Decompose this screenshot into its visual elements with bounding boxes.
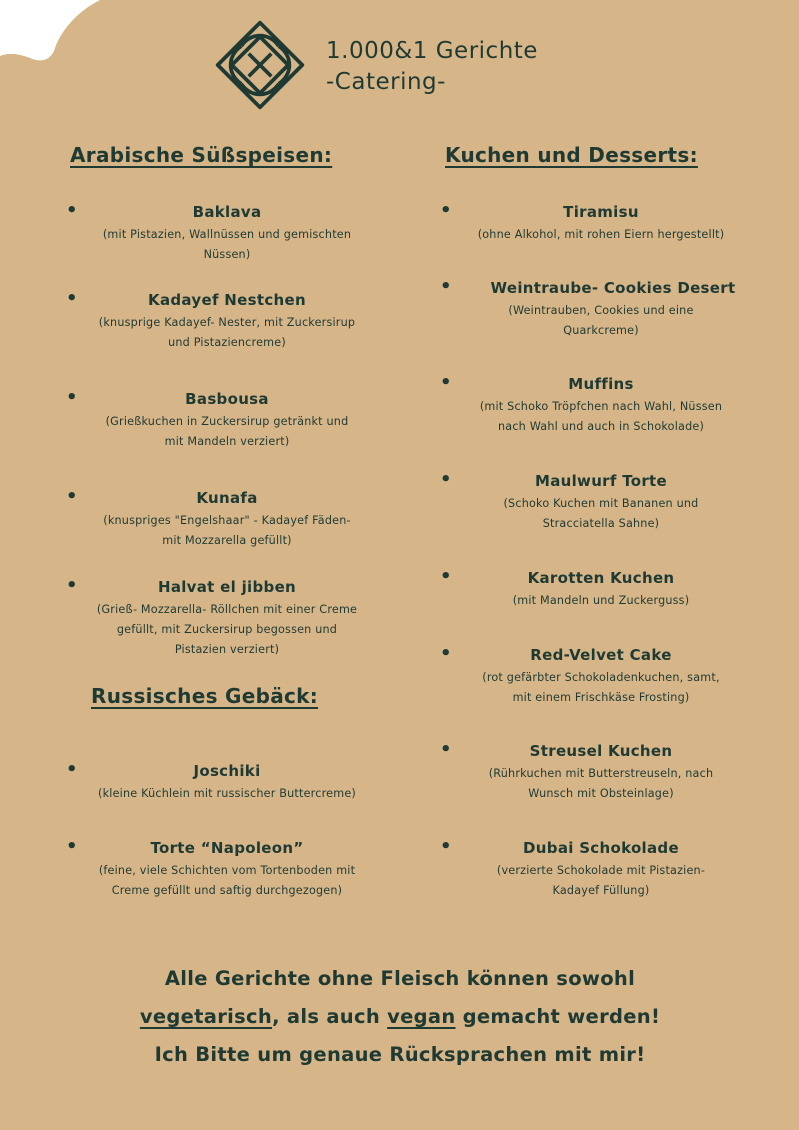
bullet-icon: •	[66, 200, 78, 221]
menu-item	[52, 488, 402, 551]
bullet-icon: •	[440, 200, 452, 221]
menu-item	[436, 741, 766, 804]
footer-line-1: Alle Gerichte ohne Fleisch können sowohl	[164, 967, 636, 990]
item-desc-line: Kadayef Füllung)	[552, 884, 650, 897]
menu-item	[52, 761, 402, 804]
item-title: Kunafa	[196, 489, 258, 507]
item-title: Baklava	[192, 203, 262, 221]
item-desc	[436, 397, 766, 437]
footer-line-2	[40, 998, 760, 1036]
bullet-icon: •	[66, 387, 78, 408]
item-title: Dubai Schokolade	[523, 839, 679, 857]
item-desc-line: (knusprige Kadayef- Nester, mit Zuckersirup	[98, 316, 356, 329]
item-desc-line: mit Mandeln verziert)	[164, 435, 290, 448]
item-desc-line: Pistazien verziert)	[174, 643, 280, 656]
brand-name: 1.000&1 Gerichte	[326, 38, 538, 64]
menu-item	[52, 389, 402, 452]
item-title: Joschiki	[193, 762, 261, 780]
footer-line-3: Ich Bitte um genaue Rücksprachen mit mir!	[154, 1043, 646, 1066]
item-desc-line: (knuspriges "Engelshaar" - Kadayef Fäden-	[103, 514, 351, 527]
bullet-icon: •	[66, 486, 78, 507]
item-desc-line: (mit Pistazien, Wallnüssen und gemischten	[102, 228, 352, 241]
bullet-icon: •	[66, 836, 78, 857]
item-desc	[436, 225, 766, 245]
footer-mid: , als auch	[272, 1005, 388, 1028]
item-desc-line: und Pistaziencreme)	[168, 336, 286, 349]
bullet-icon: •	[440, 643, 452, 664]
item-desc-line: (Grießkuchen in Zuckersirup getränkt und	[105, 415, 349, 428]
item-desc-line: (rot gefärbter Schokoladenkuchen, samt,	[482, 671, 720, 684]
item-desc	[52, 313, 402, 353]
brand-subtitle: -Catering-	[326, 69, 446, 95]
item-desc-line: (kleine Küchlein mit russischer Buttercreme)	[98, 787, 356, 800]
footer-note	[40, 960, 760, 1074]
brand-title	[326, 36, 538, 98]
item-desc	[436, 861, 766, 901]
bullet-icon: •	[440, 739, 452, 760]
bullet-icon: •	[440, 372, 452, 393]
item-desc	[436, 494, 766, 534]
section-heading-arabic: Arabische Süßspeisen:	[70, 143, 333, 167]
menu-item	[436, 202, 766, 245]
menu-item	[436, 374, 766, 437]
item-desc-line: (mit Schoko Tröpfchen nach Wahl, Nüssen	[479, 400, 723, 413]
section-heading-desserts: Kuchen und Desserts:	[445, 143, 698, 167]
bullet-icon: •	[440, 836, 452, 857]
menu-item	[436, 471, 766, 534]
item-desc	[52, 784, 402, 804]
item-desc	[52, 861, 402, 901]
menu-item	[436, 838, 766, 901]
item-title: Red-Velvet Cake	[530, 646, 672, 664]
bullet-icon: •	[66, 575, 78, 596]
item-desc-line: Stracciatella Sahne)	[542, 517, 660, 530]
item-title: Basbousa	[185, 390, 269, 408]
item-title: Karotten Kuchen	[527, 569, 675, 587]
menu-item	[52, 577, 402, 660]
item-title: Halvat el jibben	[157, 578, 297, 596]
bullet-icon: •	[66, 288, 78, 309]
bullet-icon: •	[440, 469, 452, 490]
bullet-icon: •	[66, 759, 78, 780]
item-desc	[52, 225, 402, 265]
item-desc-line: mit Mozzarella gefüllt)	[162, 534, 292, 547]
menu-item	[436, 568, 766, 611]
bullet-icon: •	[440, 276, 452, 297]
item-title: Muffins	[568, 375, 634, 393]
item-desc	[52, 511, 402, 551]
item-title: Weintraube- Cookies Desert	[490, 279, 736, 297]
menu-item	[52, 838, 402, 901]
item-desc-line: (Schoko Kuchen mit Bananen und	[503, 497, 699, 510]
item-desc-line: (feine, viele Schichten vom Tortenboden mit	[98, 864, 356, 877]
footer-vegetarian: vegetarisch	[139, 1005, 273, 1028]
menu-item	[52, 202, 402, 265]
footer-vegan: vegan	[387, 1005, 456, 1028]
item-desc	[436, 591, 766, 611]
menu-item	[436, 645, 766, 708]
menu-item	[52, 290, 402, 353]
item-desc-line: Creme gefüllt und saftig durchgezogen)	[111, 884, 343, 897]
section-heading-russian: Russisches Gebäck:	[91, 684, 319, 708]
item-desc-line: gefüllt, mit Zuckersirup begossen und	[116, 623, 338, 636]
item-desc-line: (Grieß- Mozzarella- Röllchen mit einer Creme	[96, 603, 358, 616]
bullet-icon: •	[440, 566, 452, 587]
item-desc-line: nach Wahl und auch in Schokolade)	[497, 420, 705, 433]
item-desc-line: mit einem Frischkäse Frosting)	[512, 691, 690, 704]
item-desc-line: (ohne Alkohol, mit rohen Eiern hergestellt)	[477, 228, 725, 241]
menu-item	[436, 278, 766, 341]
item-desc-line: (verzierte Schokolade mit Pistazien-	[496, 864, 706, 877]
item-desc	[436, 301, 766, 341]
item-desc	[52, 412, 402, 452]
item-title: Torte “Napoleon”	[150, 839, 304, 857]
item-title: Tiramisu	[563, 203, 639, 221]
item-title: Maulwurf Torte	[534, 472, 668, 490]
item-desc	[52, 600, 402, 660]
item-desc-line: Wunsch mit Obsteinlage)	[528, 787, 674, 800]
item-title: Kadayef Nestchen	[148, 291, 306, 309]
corner-decoration	[0, 0, 110, 70]
item-desc-line: (Rührkuchen mit Butterstreuseln, nach	[488, 767, 714, 780]
item-desc-line: (mit Mandeln und Zuckerguss)	[512, 594, 690, 607]
item-title: Streusel Kuchen	[529, 742, 673, 760]
footer-end: gemacht werden!	[455, 1005, 661, 1028]
item-desc-line: (Weintrauben, Cookies und eine	[508, 304, 694, 317]
item-desc-line: Nüssen)	[203, 248, 251, 261]
knot-logo-icon	[213, 18, 307, 112]
item-desc	[436, 764, 766, 804]
item-desc	[436, 668, 766, 708]
item-desc-line: Quarkcreme)	[563, 324, 639, 337]
